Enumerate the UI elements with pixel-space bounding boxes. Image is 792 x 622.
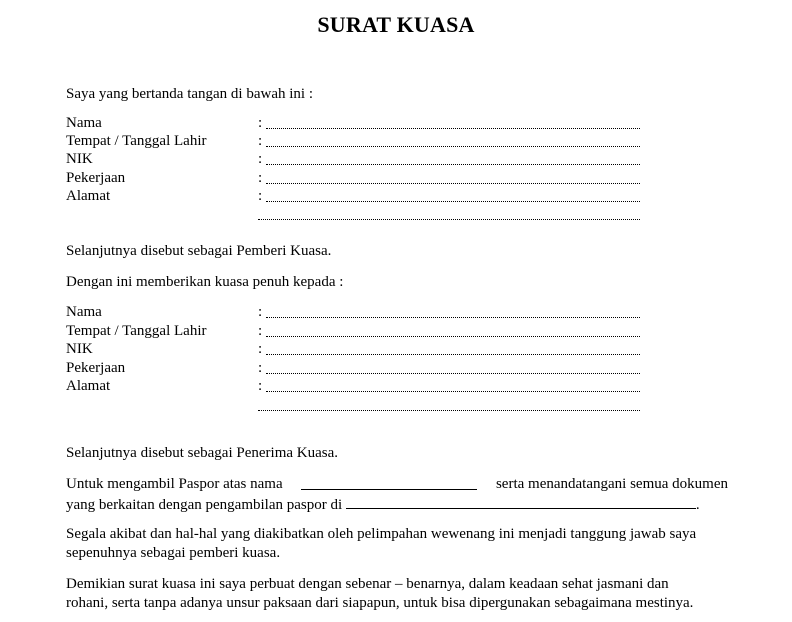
pemberi-note: Selanjutnya disebut sebagai Pemberi Kuasa. xyxy=(66,243,332,259)
field-label-nik: NIK xyxy=(66,151,93,167)
paragraph-line: Demikian surat kuasa ini saya perbuat dengan sebenar – benarnya, dalam keadaan sehat jasmani dan xyxy=(66,576,669,592)
paragraph-line: rohani, serta tanpa adanya unsur paksaan dari siapapun, untuk bisa dipergunakan sebagaimana mestinya. xyxy=(66,595,694,611)
fill-line[interactable] xyxy=(266,373,640,374)
fill-line[interactable] xyxy=(266,336,640,337)
field-label-nama: Nama xyxy=(66,115,102,131)
blank-lokasi-line[interactable] xyxy=(346,494,696,509)
field-label-ttl: Tempat / Tanggal Lahir xyxy=(66,323,207,339)
document-title: SURAT KUASA xyxy=(317,12,475,37)
paspor-text-1a: Untuk mengambil Paspor atas nama xyxy=(66,476,283,492)
field-label-pekerjaan: Pekerjaan xyxy=(66,360,126,376)
fill-line[interactable] xyxy=(266,317,640,318)
fill-line[interactable] xyxy=(266,146,640,147)
field-colon: : xyxy=(258,188,263,204)
field-colon: : xyxy=(258,323,263,339)
field-label-alamat: Alamat xyxy=(66,378,111,394)
field-label-ttl: Tempat / Tanggal Lahir xyxy=(66,133,207,149)
blank-nama-line[interactable] xyxy=(301,475,477,490)
paspor-text-2b: . xyxy=(695,497,700,513)
fill-line[interactable] xyxy=(258,219,640,220)
fill-line[interactable] xyxy=(266,164,640,165)
intro-text: Saya yang bertanda tangan di bawah ini : xyxy=(66,86,314,102)
field-colon: : xyxy=(258,360,263,376)
field-colon: : xyxy=(258,341,263,357)
field-colon: : xyxy=(258,115,263,131)
field-colon: : xyxy=(258,304,263,320)
paragraph-penutup xyxy=(66,575,728,613)
paragraph-line: sepenuhnya sebagai pemberi kuasa. xyxy=(66,545,281,561)
fill-line[interactable] xyxy=(266,354,640,355)
penerima-note: Selanjutnya disebut sebagai Penerima Kuasa. xyxy=(66,445,339,461)
field-colon: : xyxy=(258,151,263,167)
fill-line[interactable] xyxy=(266,201,640,202)
paragraph-tanggung-jawab xyxy=(66,525,728,563)
paspor-text-1b: serta menandatangani semua dokumen xyxy=(495,476,728,492)
fill-line[interactable] xyxy=(258,410,640,411)
paspor-text-2a: yang berkaitan dengan pengambilan paspor di xyxy=(66,497,343,513)
fill-line[interactable] xyxy=(266,183,640,184)
field-label-nama: Nama xyxy=(66,304,102,320)
field-label-alamat: Alamat xyxy=(66,188,111,204)
field-label-nik: NIK xyxy=(66,341,93,357)
field-colon: : xyxy=(258,170,263,186)
field-colon: : xyxy=(258,133,263,149)
grant-text: Dengan ini memberikan kuasa penuh kepada : xyxy=(66,274,344,290)
paragraph-paspor xyxy=(66,475,728,515)
fill-line[interactable] xyxy=(266,391,640,392)
paragraph-line: Segala akibat dan hal-hal yang diakibatkan oleh pelimpahan wewenang ini menjadi tanggung jawab saya xyxy=(66,526,697,542)
fill-line[interactable] xyxy=(266,128,640,129)
field-label-pekerjaan: Pekerjaan xyxy=(66,170,126,186)
field-colon: : xyxy=(258,378,263,394)
